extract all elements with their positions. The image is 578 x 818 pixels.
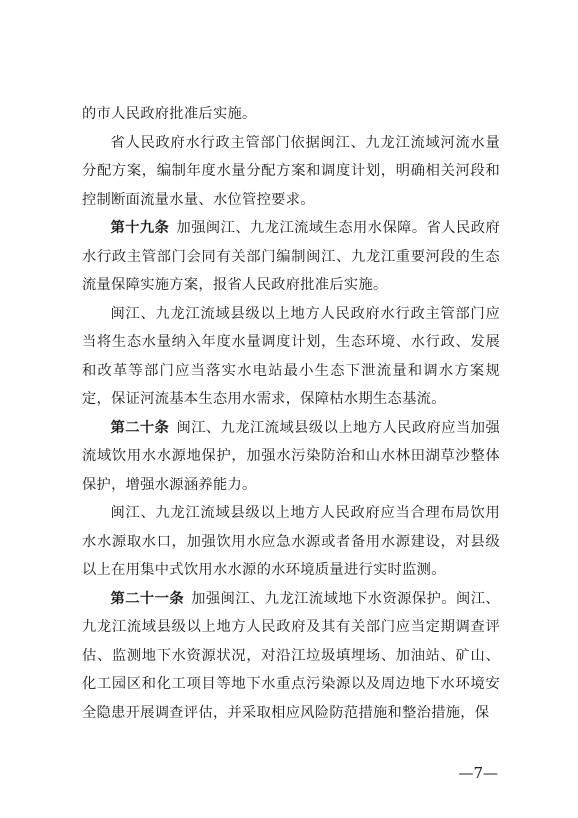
- paragraph-6: [82, 499, 500, 585]
- paragraph-text: 加强闽江、九龙江流域生态用水保障。省人民政府水行政主管部门会同有关部门编制闽江、九龙江重要河段的生态流量保障实施方案，报省人民政府批准后实施。: [82, 220, 500, 293]
- paragraph-article-21: [82, 585, 500, 728]
- paragraph-4: [82, 300, 500, 414]
- paragraph-article-20: [82, 414, 500, 500]
- paragraph-text: 闽江、九龙江流域县级以上地方人民政府水行政主管部门应当将生态水量纳入年度水量调度计划，生态环境、水行政、发展和改革等部门应当落实水电站最小生态下泄流量和调水方案规定，保证河流基本生态用水需求，保障枯水期生态基流。: [82, 305, 500, 407]
- article-number: 第十九条: [110, 220, 170, 236]
- body-text: [82, 100, 500, 727]
- article-number: 第二十条: [110, 419, 170, 436]
- paragraph-text: 的市人民政府批准后实施。: [82, 106, 257, 122]
- paragraph-text: 闽江、九龙江流域县级以上地方人民政府应当合理布局饮用水水源取水口，加强饮用水应急水源或者备用水源建设，对县级以上在用集中式饮用水水源的水环境质量进行实时监测。: [82, 505, 500, 578]
- paragraph-1: [82, 100, 500, 129]
- article-number: 第二十一条: [110, 590, 185, 607]
- paragraph-text: 省人民政府水行政主管部门依据闽江、九龙江流域河流水量分配方案，编制年度水量分配方案和调度计划，明确相关河段和控制断面流量水量、水位管控要求。: [82, 134, 500, 208]
- paragraph-text: 闽江、九龙江流域县级以上地方人民政府应当加强流域饮用水水源地保护，加强水污染防治和山水林田湖草沙整体保护，增强水源涵养能力。: [82, 419, 500, 493]
- paragraph-article-19: [82, 214, 500, 300]
- paragraph-text: 加强闽江、九龙江流域地下水资源保护。闽江、九龙江流域县级以上地方人民政府及其有关部门应当定期调查评估、监测地下水资源状况，对沿江垃圾填埋场、加油站、矿山、化工园区和化工项目等地下水重点污染源以及周边地下水环境安全隐患开展调查评估，并采取相应风险防范措施和整治措施，保: [82, 590, 500, 721]
- paragraph-2: [82, 129, 500, 215]
- page-number: —7—: [458, 764, 498, 782]
